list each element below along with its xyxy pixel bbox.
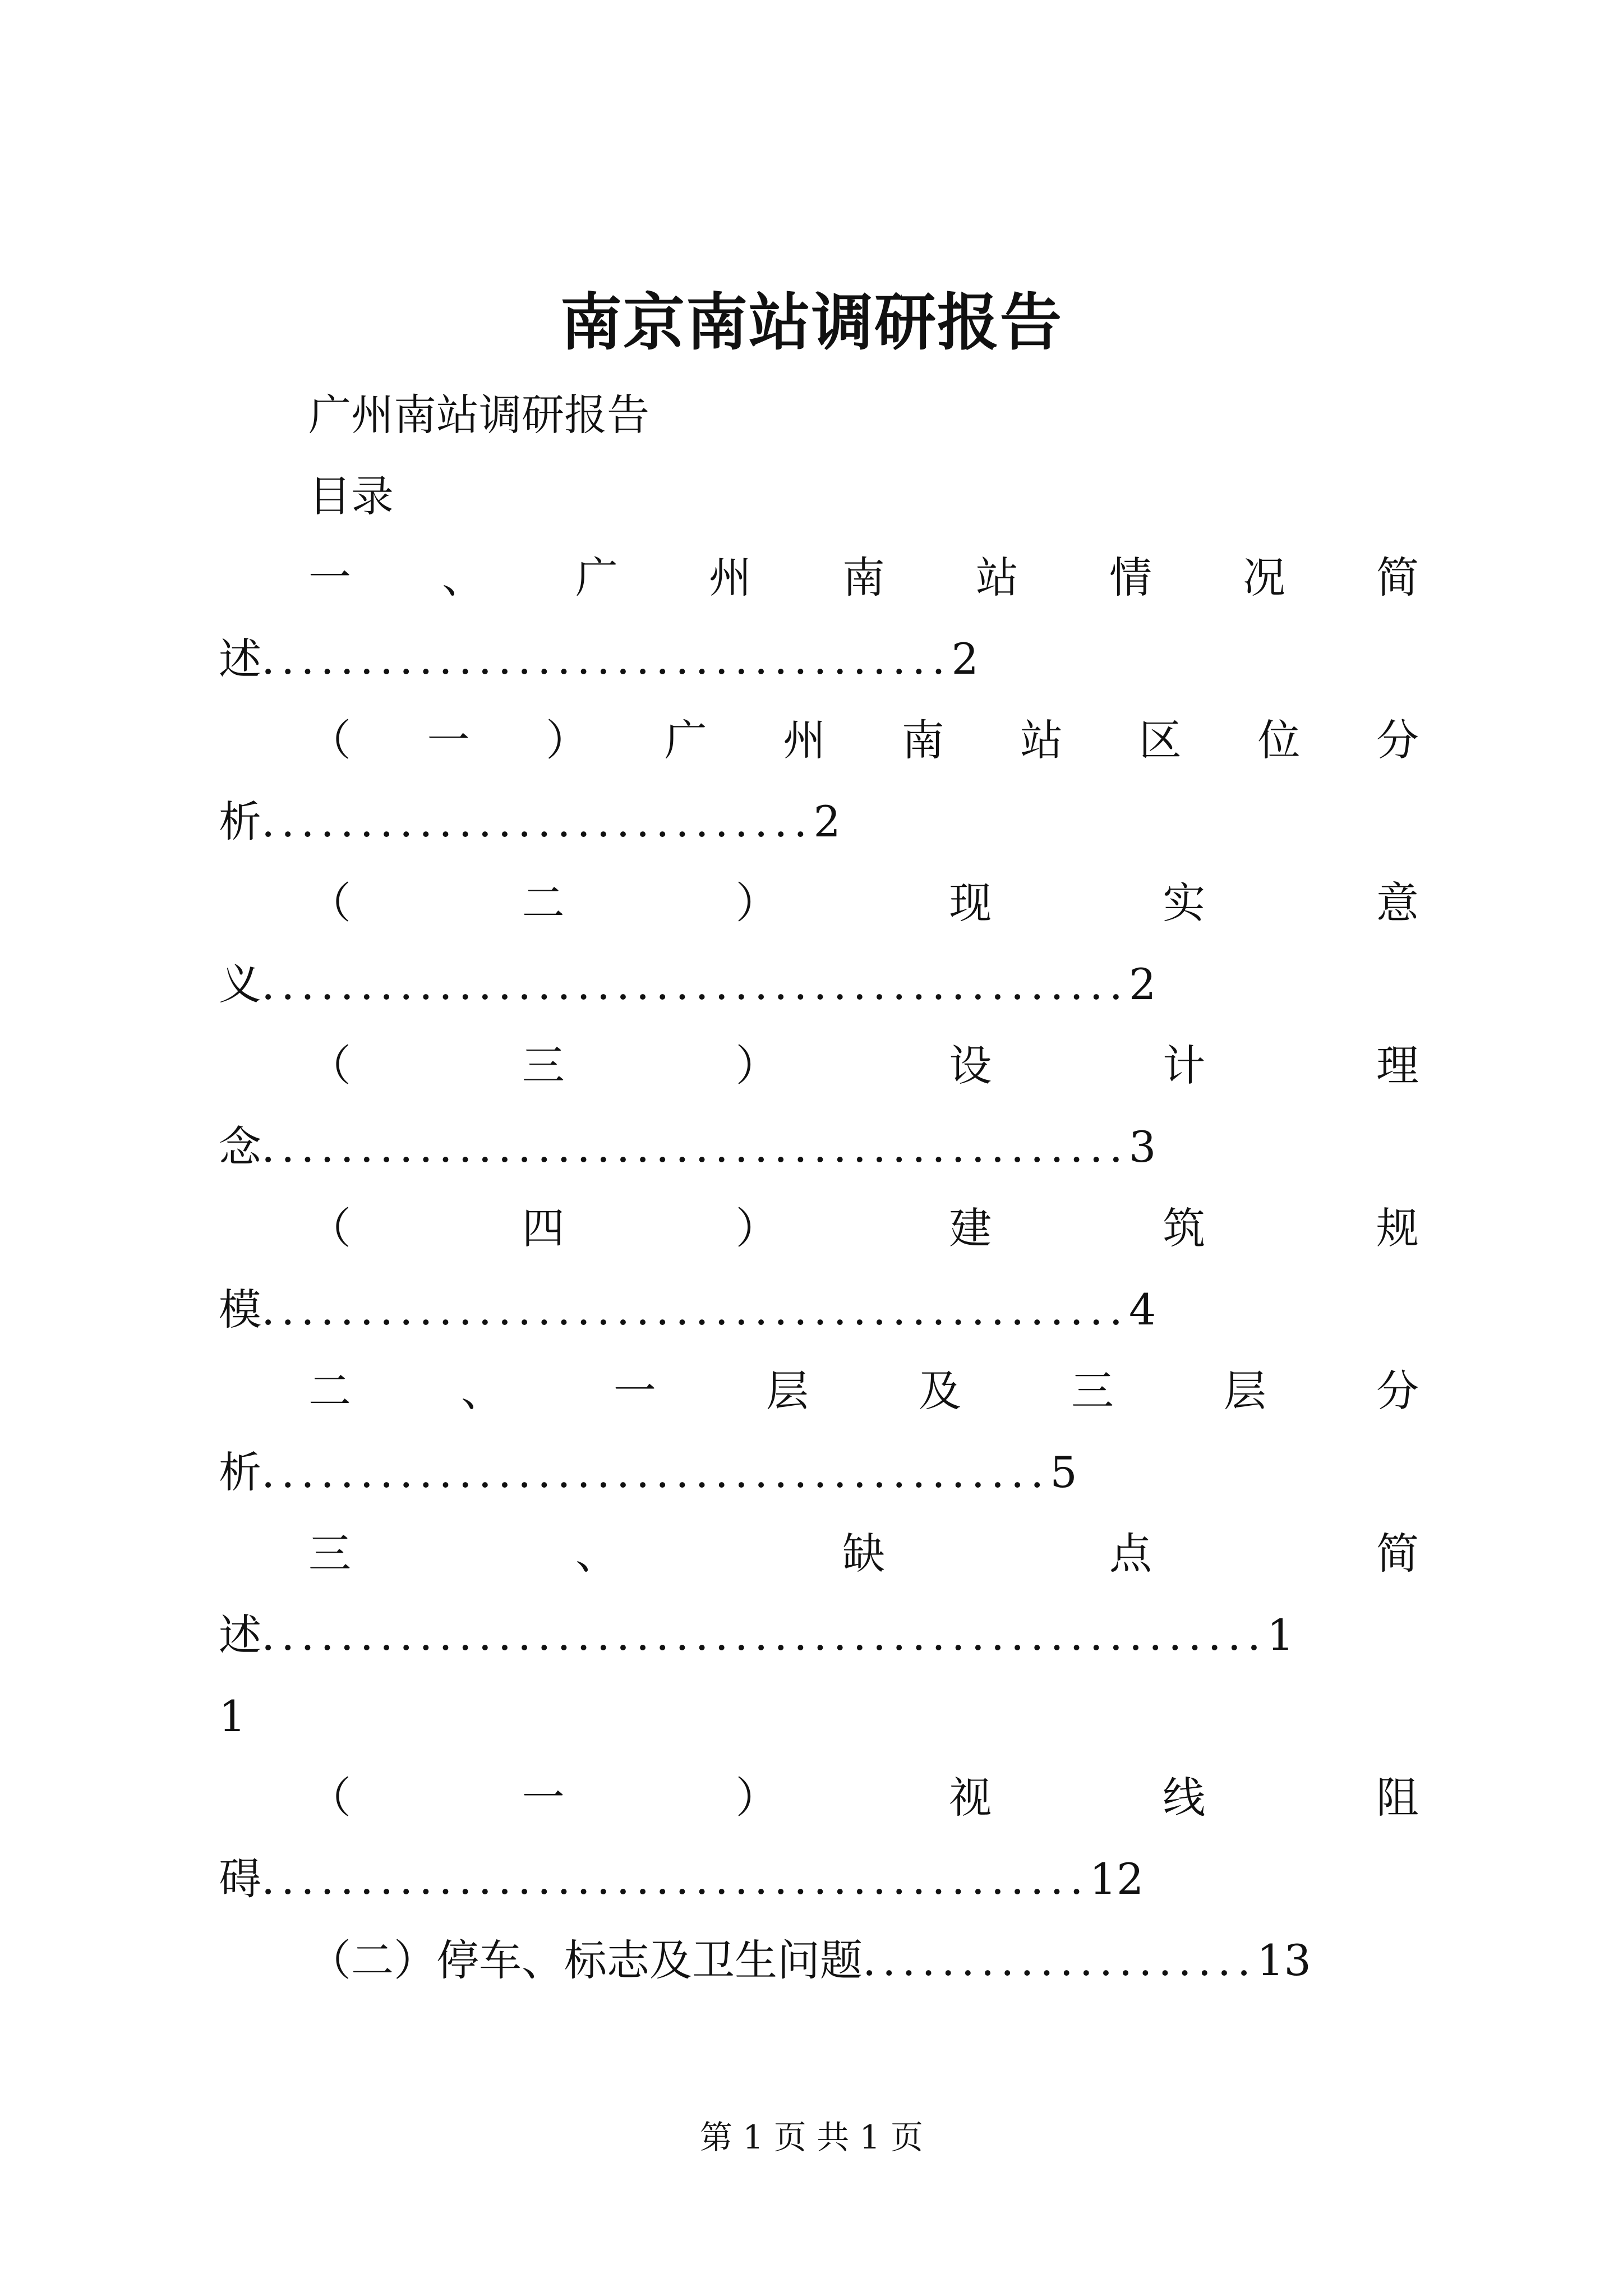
toc-char: 碍 <box>219 1854 261 1904</box>
toc-char: ） <box>546 715 589 765</box>
toc-char: ） <box>735 1203 778 1253</box>
dot-leader: ................................... <box>261 634 952 684</box>
toc-char: 阻 <box>1376 1773 1419 1823</box>
toc-char: 点 <box>1109 1529 1152 1579</box>
dot-leader: ............................................ <box>261 1122 1129 1172</box>
toc-entry-7-line-1 <box>308 1520 1419 1588</box>
toc-entry-text: （二）停车、标志及卫生问题 <box>308 1935 863 1985</box>
toc-char: （ <box>308 1041 351 1091</box>
dot-leader: .......................................... <box>261 1854 1090 1904</box>
toc-char: 、 <box>575 1529 618 1579</box>
toc-char: 分 <box>1376 715 1419 765</box>
toc-entry-4-line-2 <box>219 1114 1156 1181</box>
subtitle: 广州南站调研报告 <box>308 390 649 440</box>
toc-entry-6-line-2 <box>219 1439 1077 1506</box>
toc-entry-5-line-1 <box>308 1195 1419 1262</box>
toc-char: 站 <box>1020 715 1063 765</box>
toc-char: （ <box>308 878 351 928</box>
toc-char: 现 <box>949 878 992 928</box>
toc-char: 理 <box>1376 1041 1419 1091</box>
toc-entry-8-line-2 <box>219 1846 1144 1913</box>
dot-leader: ............................................ <box>261 959 1129 1009</box>
toc-entry-5-line-2 <box>219 1276 1156 1343</box>
dot-leader: .................... <box>863 1935 1257 1985</box>
toc-char: （ <box>308 715 351 765</box>
page-number: 2 <box>1128 959 1156 1009</box>
toc-char: 规 <box>1376 1203 1419 1253</box>
toc-char: ） <box>735 1041 778 1091</box>
toc-char: （ <box>308 1773 351 1823</box>
toc-char: 州 <box>709 553 751 602</box>
page-number: 1 <box>1267 1610 1294 1660</box>
toc-char: 广 <box>664 715 707 765</box>
toc-char: 模 <box>219 1285 261 1335</box>
toc-entry-7-line-2 <box>219 1602 1294 1669</box>
toc-char: 一 <box>308 553 351 602</box>
dot-leader: ................................................... <box>261 1610 1267 1660</box>
toc-entry-1-line-1 <box>308 544 1419 611</box>
toc-char: 建 <box>949 1203 992 1253</box>
toc-entry-3-line-2 <box>219 951 1156 1018</box>
toc-char: 意 <box>1376 878 1419 928</box>
toc-char: 实 <box>1163 878 1206 928</box>
page-number: 3 <box>1128 1122 1156 1172</box>
toc-heading: 目录 <box>308 471 394 521</box>
toc-char: 述 <box>219 1610 261 1660</box>
toc-char: 一 <box>522 1773 565 1823</box>
toc-char: 二 <box>522 878 565 928</box>
page-footer: 第 1 页 共 1 页 <box>700 2118 923 2156</box>
dot-leader: ........................................ <box>261 1447 1050 1497</box>
toc-entry-3-line-1 <box>308 869 1419 937</box>
toc-char: ） <box>735 1773 778 1823</box>
toc-char: 一 <box>427 715 470 765</box>
toc-char: 筑 <box>1163 1203 1206 1253</box>
toc-entry-6-line-1 <box>308 1358 1419 1425</box>
page-number: 2 <box>951 634 979 684</box>
document-title: 南京南站调研报告 <box>560 286 1063 358</box>
toc-char: 四 <box>522 1203 565 1253</box>
dot-leader: ............................ <box>261 797 814 846</box>
toc-char: 层 <box>1224 1366 1266 1416</box>
toc-entry-8-line-1 <box>308 1764 1419 1832</box>
toc-char: 站 <box>976 553 1018 602</box>
toc-char: 层 <box>766 1366 809 1416</box>
toc-entry-9 <box>308 1927 1311 1994</box>
toc-char: 析 <box>219 1447 261 1497</box>
toc-char: 州 <box>783 715 826 765</box>
toc-char: 区 <box>1138 715 1182 765</box>
toc-entry-4-line-1 <box>308 1032 1419 1099</box>
toc-char: 二 <box>308 1366 351 1416</box>
toc-entry-2-line-1 <box>308 707 1419 774</box>
toc-char: 三 <box>522 1041 565 1091</box>
toc-char: 设 <box>949 1041 992 1091</box>
page-number: 13 <box>1257 1935 1311 1985</box>
toc-entry-2-line-2 <box>219 788 841 855</box>
toc-entry-7-line-3: 1 <box>219 1691 246 1741</box>
toc-char: 念 <box>219 1122 261 1172</box>
toc-entry-1-line-2 <box>219 625 979 693</box>
toc-char: 、 <box>442 553 485 602</box>
toc-char: 分 <box>1376 1366 1419 1416</box>
toc-char: 视 <box>949 1773 992 1823</box>
toc-char: 线 <box>1163 1773 1206 1823</box>
toc-char: ） <box>735 878 778 928</box>
toc-char: 三 <box>308 1529 351 1579</box>
toc-char: 情 <box>1109 553 1152 602</box>
toc-char: 析 <box>219 797 261 846</box>
page-number: 5 <box>1050 1447 1077 1497</box>
toc-char: 广 <box>575 553 618 602</box>
toc-char: 南 <box>901 715 944 765</box>
toc-char: 及 <box>919 1366 961 1416</box>
dot-leader: ............................................ <box>261 1285 1129 1335</box>
toc-char: 三 <box>1071 1366 1114 1416</box>
toc-char: 缺 <box>842 1529 885 1579</box>
toc-char: （ <box>308 1203 351 1253</box>
page-number: 4 <box>1128 1285 1156 1335</box>
page-number: 2 <box>813 797 841 846</box>
toc-char: 述 <box>219 634 261 684</box>
toc-char: 一 <box>614 1366 656 1416</box>
toc-char: 简 <box>1376 553 1419 602</box>
toc-char: 、 <box>461 1366 504 1416</box>
toc-char: 义 <box>219 959 261 1009</box>
toc-char: 计 <box>1163 1041 1206 1091</box>
toc-char: 况 <box>1243 553 1285 602</box>
toc-char: 南 <box>842 553 885 602</box>
page-number: 12 <box>1089 1854 1144 1904</box>
toc-char: 位 <box>1257 715 1301 765</box>
toc-char: 简 <box>1376 1529 1419 1579</box>
